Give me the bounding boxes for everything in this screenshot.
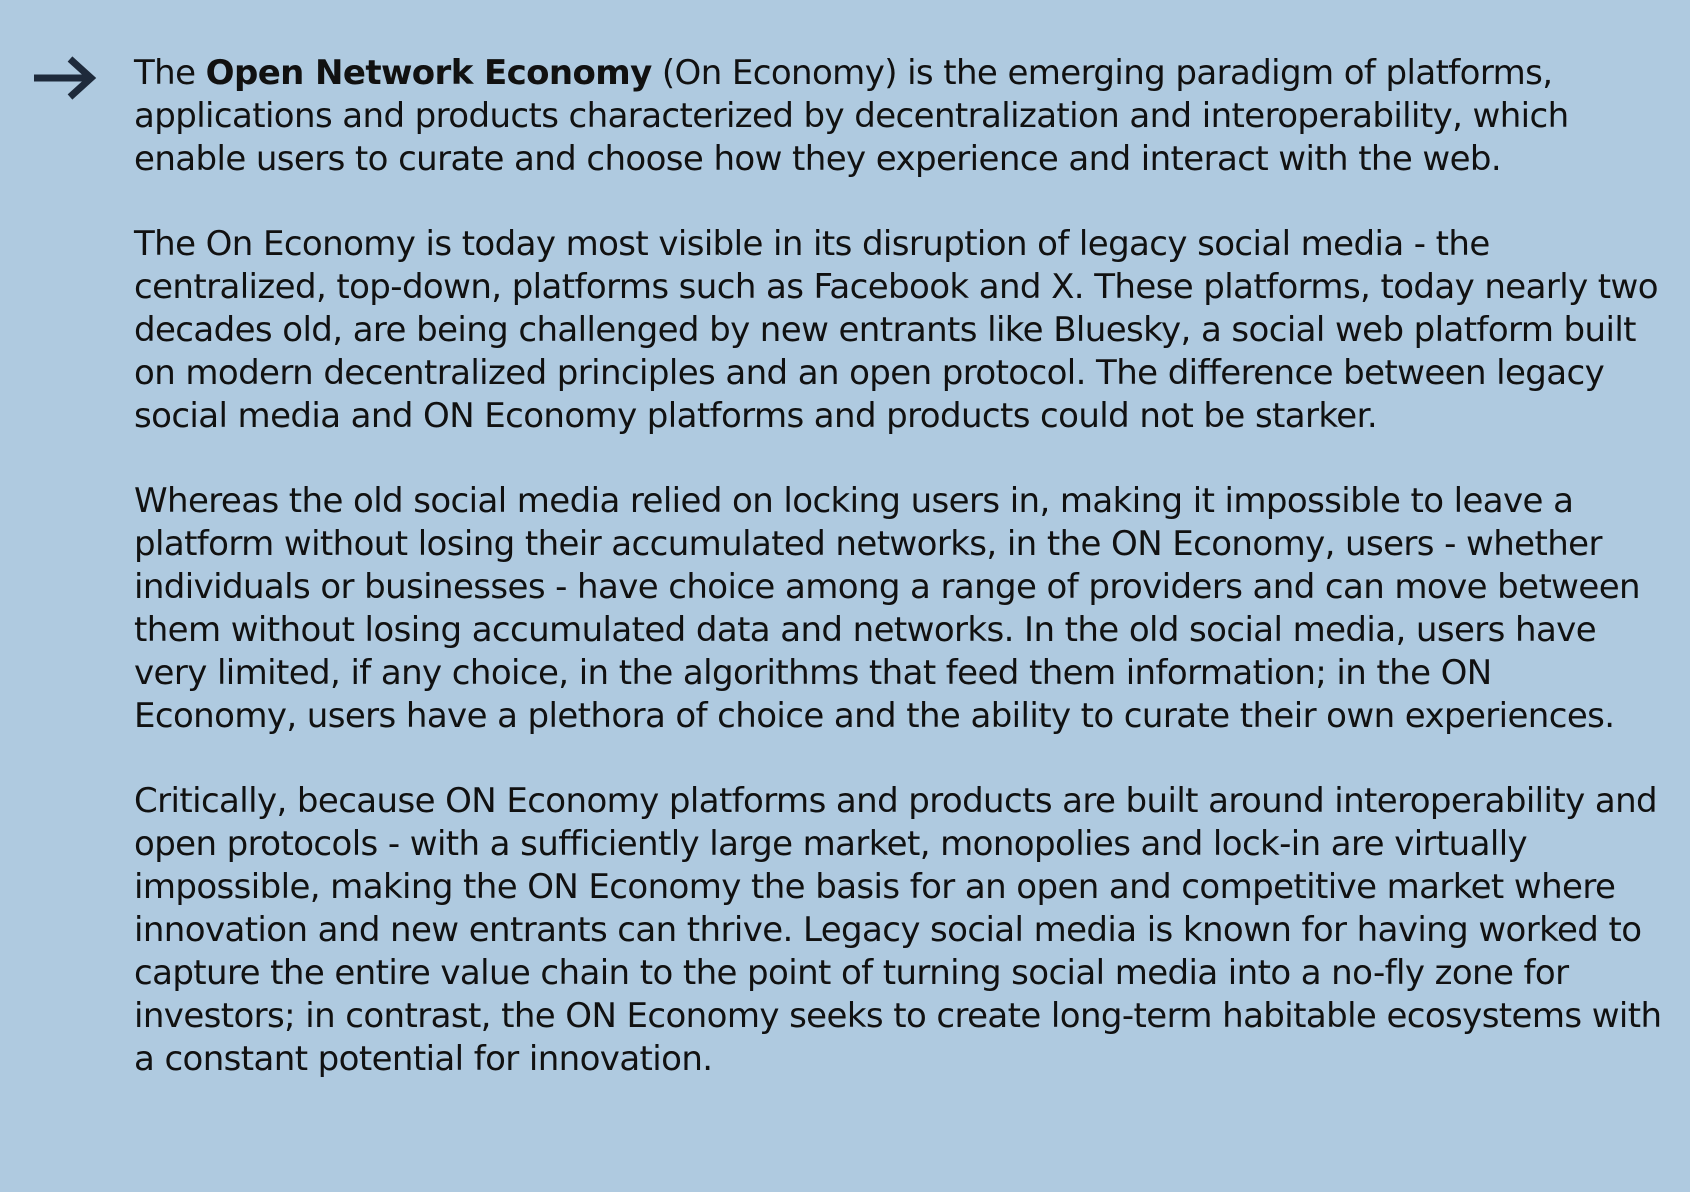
paragraph-interoperability: Critically, because ON Economy platforms and products are built around interoperability and open protocols - with a sufficiently large market, monopolies and lock-in are virtually impossible, making the ON Economy the basis for an open and competitive market where innovation and new entrants can thrive. Legacy social media is known for having worked to capture the entire value chain to the point of turning social media into a no-fly zone for investors; in contrast, the ON Economy seeks to create long-term habitable ecosystems with a constant potential for innovation.	[134, 781, 1662, 1079]
paragraph-legacy-social-media: The On Economy is today most visible in its disruption of legacy social media - the centralized, top-down, platforms such as Facebook and X. These platforms, today nearly two decades old, are being challenged by new entrants like Bluesky, a social web platform built on modern decentralized principles and an open protocol. The difference between legacy social media and ON Economy platforms and products could not be starker.	[134, 224, 1658, 436]
intro-prefix: The	[134, 53, 206, 93]
intro-paragraph	[134, 52, 1664, 181]
paragraph-user-choice: Whereas the old social media relied on locking users in, making it impossible to leave a platform without losing their accumulated networks, in the ON Economy, users - whether individuals or businesses - have choice among a range of providers and can move between them without losing accumulated data and networks. In the old social media, users have very limited, if any choice, in the algorithms that feed them information; in the ON Economy, users have a plethora of choice and the ability to curate their own experiences.	[134, 481, 1640, 736]
intro-term: Open Network Economy	[205, 53, 652, 93]
intro-suffix: (On Economy) is the emerging paradigm of platforms, applications and products characterized by decentralization and interoperability, which enable users to curate and choose how they experience and interact with the web.	[134, 53, 1569, 179]
arrow-right-icon	[30, 54, 98, 102]
body-text	[134, 52, 1664, 1081]
